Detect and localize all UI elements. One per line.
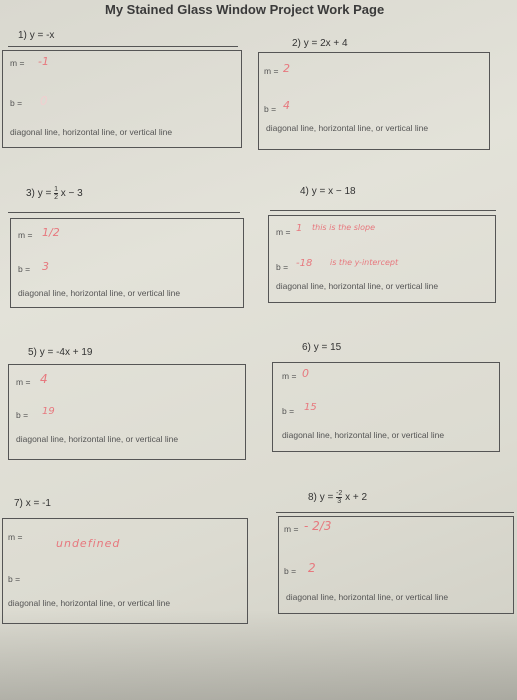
intercept-answer: -18: [296, 258, 313, 269]
slope-label: m =: [16, 377, 31, 387]
slope-label: m =: [10, 58, 25, 68]
divider-line: [8, 46, 238, 47]
equation-text: y = 15: [313, 342, 342, 353]
problem-5-equation: [28, 347, 93, 358]
slope-label: m =: [276, 227, 291, 237]
slope-answer: 4: [40, 372, 48, 386]
divider-line: [8, 212, 240, 213]
intercept-note: is the y-intercept: [330, 258, 399, 267]
problem-7-equation: [14, 498, 51, 509]
equation-text: y = -4x + 19: [39, 347, 93, 358]
line-type-options: diagonal line, horizontal line, or vertical line: [8, 598, 171, 608]
slope-label: m =: [264, 66, 279, 76]
page-title: My Stained Glass Window Project Work Page: [105, 2, 385, 17]
intercept-label: b =: [10, 98, 23, 108]
fraction: [336, 490, 342, 505]
numerator: 1: [54, 186, 58, 193]
equation-text: x − 3: [60, 188, 83, 200]
intercept-answer: 15: [304, 402, 317, 413]
equation-text: y = x − 18: [311, 186, 356, 197]
problem-number: 8): [308, 492, 317, 504]
problem-number: 1): [18, 30, 27, 41]
line-type-options: diagonal line, horizontal line, or vertical line: [266, 123, 429, 133]
problem-2-box: [258, 52, 490, 150]
denominator: 2: [54, 194, 58, 201]
intercept-label: b =: [18, 264, 31, 274]
line-type-options: diagonal line, horizontal line, or vertical line: [286, 592, 449, 602]
problem-8-equation: [308, 490, 367, 505]
problem-number: 2): [292, 38, 301, 49]
problem-number: 5): [28, 347, 37, 358]
slope-answer: undefined: [56, 537, 121, 550]
intercept-label: b =: [284, 566, 297, 576]
slope-answer: 0: [302, 367, 309, 380]
intercept-label: b =: [282, 406, 295, 416]
equation-text: y =: [37, 188, 52, 200]
equation-text: x + 2: [345, 492, 368, 504]
problem-number: 6): [302, 342, 311, 353]
slope-label: m =: [282, 371, 297, 381]
intercept-answer: 3: [42, 260, 49, 273]
slope-label: m =: [284, 524, 299, 534]
divider-line: [270, 210, 496, 211]
problem-number: 3): [26, 188, 35, 200]
line-type-options: diagonal line, horizontal line, or vertical line: [10, 127, 173, 137]
slope-answer: 1/2: [42, 226, 60, 239]
problem-number: 4): [300, 186, 309, 197]
line-type-options: diagonal line, horizontal line, or vertical line: [18, 288, 181, 298]
fraction: [54, 186, 58, 201]
problem-6-equation: [302, 342, 341, 353]
equation-text: y = 2x + 4: [303, 38, 348, 49]
problem-2-equation: [292, 38, 348, 49]
slope-answer: -1: [38, 55, 49, 68]
line-type-options: diagonal line, horizontal line, or vertical line: [276, 281, 439, 291]
intercept-label: b =: [8, 574, 21, 584]
intercept-answer: 4: [283, 99, 290, 112]
equation-text: y =: [319, 492, 334, 504]
slope-note: this is the slope: [312, 223, 376, 232]
equation-text: x = -1: [25, 498, 51, 509]
intercept-label: b =: [276, 262, 289, 272]
problem-1-equation: [18, 30, 54, 41]
page-shadow: [0, 610, 517, 700]
slope-label: m =: [18, 230, 33, 240]
divider-line: [276, 512, 514, 513]
line-type-options: diagonal line, horizontal line, or vertical line: [16, 434, 179, 444]
problem-number: 7): [14, 498, 23, 509]
slope-answer: 2: [283, 62, 290, 75]
intercept-label: b =: [16, 410, 29, 420]
intercept-answer: 19: [42, 406, 55, 417]
intercept-answer: 2: [308, 561, 316, 575]
numerator: -2: [336, 490, 343, 497]
problem-3-equation: [26, 186, 83, 201]
slope-answer: - 2/3: [304, 519, 332, 533]
equation-text: y = -x: [29, 30, 55, 41]
intercept-answer: 0: [40, 94, 48, 108]
problem-4-equation: [300, 186, 356, 197]
problem-7-box: [2, 518, 248, 624]
slope-label: m =: [8, 532, 23, 542]
intercept-label: b =: [264, 104, 277, 114]
line-type-options: diagonal line, horizontal line, or vertical line: [282, 430, 445, 440]
denominator: 3: [337, 498, 342, 505]
slope-answer: 1: [296, 223, 303, 234]
